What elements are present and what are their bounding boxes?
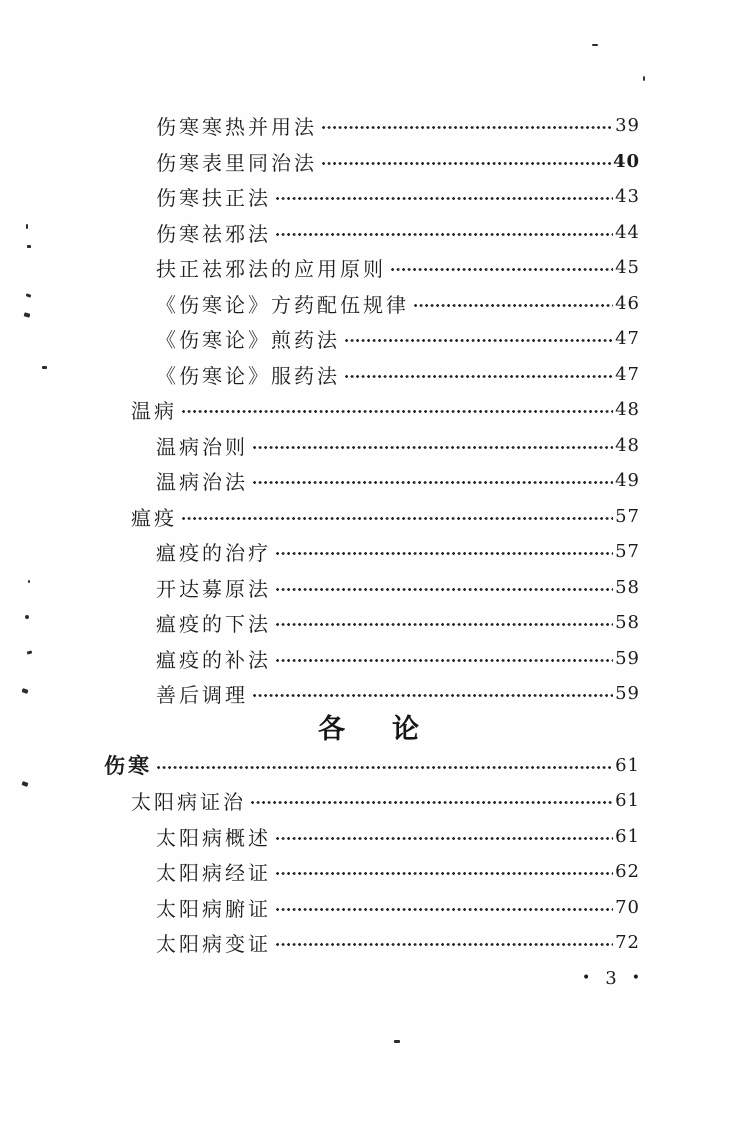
toc-entry-title: 伤寒扶正法 xyxy=(156,188,271,211)
toc-entry xyxy=(0,570,737,606)
toc-entry-page-number: 59 xyxy=(615,647,640,669)
toc-entry-title: 《伤寒论》服药法 xyxy=(156,365,340,388)
toc-entry-title: 善后调理 xyxy=(156,685,248,708)
toc-entry xyxy=(0,605,737,641)
toc-entry-page-number: 44 xyxy=(615,221,640,243)
toc-entry xyxy=(0,144,737,180)
toc-entry-title: 瘟疫 xyxy=(131,507,177,530)
dot-leader xyxy=(275,550,613,557)
toc-entry-page-number: 43 xyxy=(615,186,640,208)
toc-entry-title: 伤寒 xyxy=(104,754,152,779)
toc-entry-title: 《伤寒论》煎药法 xyxy=(156,330,340,353)
toc-entry-page-number: 48 xyxy=(615,399,640,421)
dot-leader xyxy=(275,621,613,628)
toc-entry-title: 伤寒祛邪法 xyxy=(156,223,271,246)
toc-entry-title: 温病 xyxy=(131,401,177,424)
toc-entry-title: 太阳病变证 xyxy=(156,934,271,957)
dot-leader xyxy=(275,657,613,664)
footer-left-dot: • xyxy=(582,969,591,986)
scan-speck xyxy=(25,615,29,619)
toc-entry xyxy=(0,676,737,712)
dot-leader xyxy=(252,479,613,486)
dot-leader xyxy=(252,692,613,699)
toc-entry-title: 扶正祛邪法的应用原则 xyxy=(156,259,386,282)
toc-entry-page-number: 40 xyxy=(612,150,640,172)
dot-leader xyxy=(344,337,613,344)
toc-entry xyxy=(0,250,737,286)
toc-entry-page-number: 61 xyxy=(615,790,640,812)
toc-entry xyxy=(0,179,737,215)
dot-leader xyxy=(275,941,613,948)
dot-leader xyxy=(275,231,613,238)
toc-entry xyxy=(0,890,737,926)
toc-entry xyxy=(0,641,737,677)
toc-entry-page-number: 57 xyxy=(615,541,640,563)
scan-speck xyxy=(42,366,47,369)
toc-entry-title: 太阳病经证 xyxy=(156,863,271,886)
toc-entry-title: 太阳病概述 xyxy=(156,827,271,850)
toc-entry-title: 瘟疫的补法 xyxy=(156,649,271,672)
toc-entry xyxy=(0,854,737,890)
toc-list xyxy=(0,108,737,961)
toc-entry-page-number: 59 xyxy=(615,683,640,705)
footer-page-number: 3 xyxy=(605,968,617,989)
dot-leader xyxy=(344,373,613,380)
dot-leader xyxy=(252,444,613,451)
dot-leader xyxy=(275,835,613,842)
section-heading-char: 各 xyxy=(318,714,345,744)
toc-entry-page-number: 49 xyxy=(615,470,640,492)
toc-entry-title: 开达募原法 xyxy=(156,578,271,601)
toc-entry-title: 瘟疫的治疗 xyxy=(156,543,271,566)
dot-leader xyxy=(156,764,613,771)
scan-speck xyxy=(394,1040,400,1043)
toc-entry xyxy=(0,463,737,499)
toc-entry xyxy=(0,108,737,144)
dot-leader xyxy=(181,408,613,415)
toc-entry xyxy=(0,748,737,784)
page-footer xyxy=(582,968,640,989)
toc-entry xyxy=(0,357,737,393)
toc-entry-page-number: 47 xyxy=(615,328,640,350)
footer-right-dot: • xyxy=(631,969,640,986)
dot-leader xyxy=(275,906,613,913)
toc-entry-page-number: 72 xyxy=(615,932,640,954)
dot-leader xyxy=(321,160,611,167)
scan-speck xyxy=(27,245,31,248)
dot-leader xyxy=(275,870,613,877)
toc-entry-page-number: 70 xyxy=(615,896,640,918)
toc-entry-title: 伤寒寒热并用法 xyxy=(156,117,317,140)
toc-entry-page-number: 62 xyxy=(615,861,640,883)
toc-entry-page-number: 61 xyxy=(615,754,640,776)
toc-entry-title: 温病治则 xyxy=(156,436,248,459)
toc-entry-page-number: 47 xyxy=(615,363,640,385)
dot-leader xyxy=(275,586,613,593)
toc-entry xyxy=(0,286,737,322)
section-heading xyxy=(0,712,737,748)
toc-entry-title: 伤寒表里同治法 xyxy=(156,152,317,175)
dot-leader xyxy=(390,266,613,273)
scan-speck xyxy=(26,224,28,229)
toc-entry-page-number: 61 xyxy=(615,825,640,847)
toc-entry xyxy=(0,819,737,855)
toc-entry-title: 温病治法 xyxy=(156,472,248,495)
scan-speck xyxy=(592,44,598,46)
toc-entry-title: 太阳病证治 xyxy=(131,792,246,815)
dot-leader xyxy=(181,515,613,522)
scan-speck xyxy=(28,580,30,583)
dot-leader xyxy=(321,124,613,131)
toc-entry-title: 太阳病腑证 xyxy=(156,898,271,921)
toc-entry-title: 瘟疫的下法 xyxy=(156,614,271,637)
toc-entry-page-number: 46 xyxy=(615,292,640,314)
toc-entry-page-number: 58 xyxy=(615,612,640,634)
toc-entry xyxy=(0,783,737,819)
dot-leader xyxy=(413,302,613,309)
toc-entry-page-number: 58 xyxy=(615,576,640,598)
toc-entry-page-number: 48 xyxy=(615,434,640,456)
toc-entry xyxy=(0,321,737,357)
toc-entry-page-number: 45 xyxy=(615,257,640,279)
dot-leader xyxy=(250,799,613,806)
toc-entry-page-number: 39 xyxy=(615,115,640,137)
toc-entry-page-number: 57 xyxy=(615,505,640,527)
dot-leader xyxy=(275,195,613,202)
toc-entry-title: 《伤寒论》方药配伍规律 xyxy=(156,294,409,317)
section-heading-char: 论 xyxy=(392,714,419,744)
toc-entry xyxy=(0,428,737,464)
scan-speck xyxy=(643,76,645,81)
toc-entry xyxy=(0,392,737,428)
toc-entry xyxy=(0,534,737,570)
toc-entry xyxy=(0,925,737,961)
toc-entry xyxy=(0,215,737,251)
toc-entry xyxy=(0,499,737,535)
